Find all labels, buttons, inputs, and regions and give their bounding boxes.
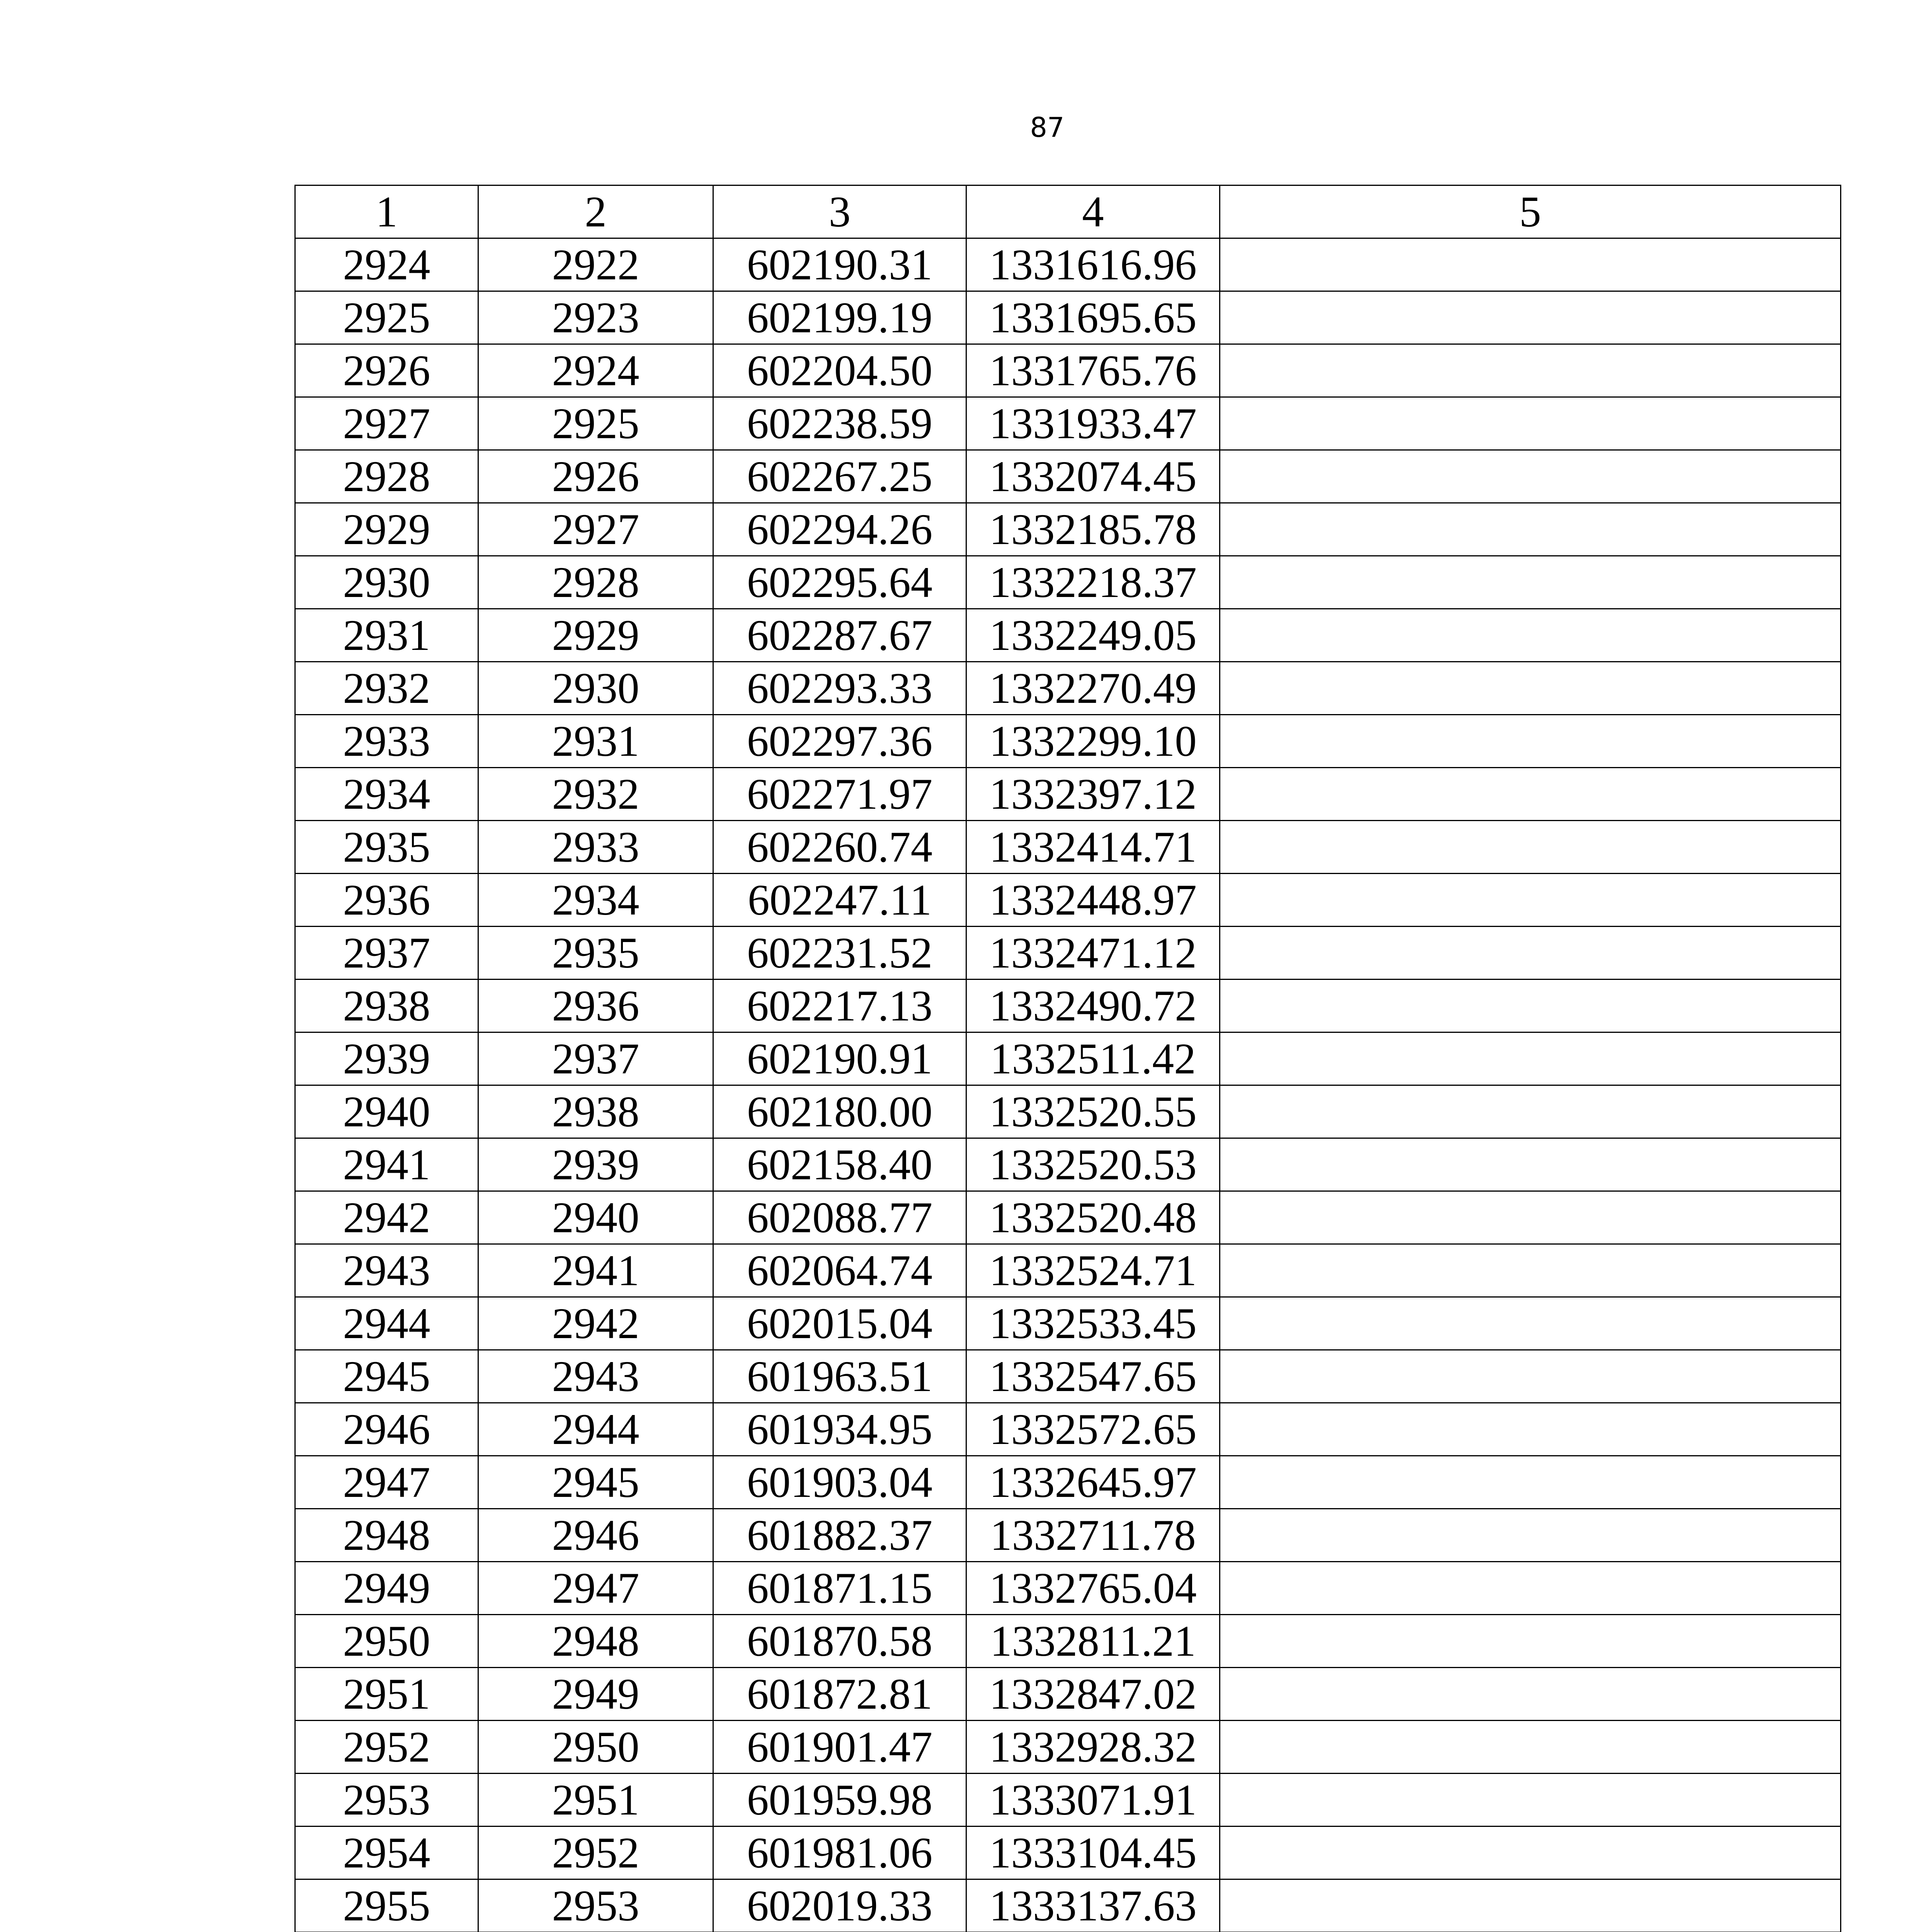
table-cell-col-2: 2951 — [478, 1774, 713, 1827]
table-cell-col-2: 2941 — [478, 1244, 713, 1297]
table-cell-col-5 — [1220, 1138, 1841, 1191]
table-cell-col-1: 2943 — [295, 1244, 478, 1297]
table-header — [295, 185, 1841, 238]
table-cell-col-5 — [1220, 556, 1841, 609]
table-row — [295, 1191, 1841, 1244]
table-row — [295, 1297, 1841, 1350]
table-cell-col-1: 2933 — [295, 715, 478, 768]
column-header-3: 3 — [713, 185, 966, 238]
table-cell-col-3: 602015.04 — [713, 1297, 966, 1350]
table-cell-col-1: 2932 — [295, 662, 478, 715]
table-cell-col-3: 601870.58 — [713, 1615, 966, 1668]
table-row — [295, 980, 1841, 1032]
table-row — [295, 1827, 1841, 1879]
table-cell-col-5 — [1220, 1562, 1841, 1615]
table-cell-col-3: 602231.52 — [713, 927, 966, 980]
table-cell-col-5 — [1220, 1297, 1841, 1350]
table-cell-col-2: 2932 — [478, 768, 713, 821]
table-cell-col-4: 1332270.49 — [966, 662, 1220, 715]
table-cell-col-3: 602247.11 — [713, 874, 966, 927]
table-row — [295, 1244, 1841, 1297]
table-cell-col-5 — [1220, 344, 1841, 397]
table-cell-col-1: 2953 — [295, 1774, 478, 1827]
table-cell-col-3: 602297.36 — [713, 715, 966, 768]
table-cell-col-2: 2947 — [478, 1562, 713, 1615]
table-cell-col-4: 1331695.65 — [966, 291, 1220, 344]
table-cell-col-3: 602271.97 — [713, 768, 966, 821]
table-row — [295, 397, 1841, 450]
table-cell-col-5 — [1220, 1509, 1841, 1562]
table-cell-col-2: 2925 — [478, 397, 713, 450]
table-row — [295, 1032, 1841, 1085]
table-cell-col-4: 1332533.45 — [966, 1297, 1220, 1350]
table-cell-col-5 — [1220, 662, 1841, 715]
table-cell-col-2: 2944 — [478, 1403, 713, 1456]
table-cell-col-1: 2938 — [295, 980, 478, 1032]
table-row — [295, 291, 1841, 344]
table-row — [295, 238, 1841, 291]
table-cell-col-1: 2926 — [295, 344, 478, 397]
table-cell-col-4: 1332524.71 — [966, 1244, 1220, 1297]
table-row — [295, 1138, 1841, 1191]
table-row — [295, 927, 1841, 980]
column-header-2: 2 — [478, 185, 713, 238]
table-cell-col-4: 1332185.78 — [966, 503, 1220, 556]
table-row — [295, 609, 1841, 662]
table-cell-col-4: 1332471.12 — [966, 927, 1220, 980]
table-cell-col-2: 2937 — [478, 1032, 713, 1085]
table-cell-col-1: 2924 — [295, 238, 478, 291]
table-cell-col-2: 2940 — [478, 1191, 713, 1244]
table-cell-col-3: 602199.19 — [713, 291, 966, 344]
table-cell-col-2: 2935 — [478, 927, 713, 980]
table-cell-col-5 — [1220, 503, 1841, 556]
table-cell-col-1: 2939 — [295, 1032, 478, 1085]
table-row — [295, 1879, 1841, 1932]
table-cell-col-2: 2948 — [478, 1615, 713, 1668]
table-cell-col-3: 601903.04 — [713, 1456, 966, 1509]
table-cell-col-1: 2928 — [295, 450, 478, 503]
table-cell-col-5 — [1220, 609, 1841, 662]
table-row — [295, 1085, 1841, 1138]
table-cell-col-2: 2926 — [478, 450, 713, 503]
table-cell-col-2: 2953 — [478, 1879, 713, 1932]
table-cell-col-2: 2922 — [478, 238, 713, 291]
table-cell-col-3: 602204.50 — [713, 344, 966, 397]
table-row — [295, 556, 1841, 609]
table-cell-col-1: 2925 — [295, 291, 478, 344]
table-cell-col-5 — [1220, 1403, 1841, 1456]
table-row — [295, 1403, 1841, 1456]
table-cell-col-2: 2934 — [478, 874, 713, 927]
table-cell-col-4: 1332520.53 — [966, 1138, 1220, 1191]
table-row — [295, 1615, 1841, 1668]
table-cell-col-1: 2930 — [295, 556, 478, 609]
table-cell-col-4: 1333104.45 — [966, 1827, 1220, 1879]
table-cell-col-5 — [1220, 238, 1841, 291]
table-cell-col-5 — [1220, 821, 1841, 874]
table-cell-col-4: 1332397.12 — [966, 768, 1220, 821]
table-cell-col-3: 601901.47 — [713, 1721, 966, 1774]
table-cell-col-4: 1332928.32 — [966, 1721, 1220, 1774]
table-row — [295, 715, 1841, 768]
table-cell-col-4: 1332520.48 — [966, 1191, 1220, 1244]
table-cell-col-5 — [1220, 1668, 1841, 1721]
table-cell-col-4: 1332572.65 — [966, 1403, 1220, 1456]
table-cell-col-3: 602019.33 — [713, 1879, 966, 1932]
table-row — [295, 821, 1841, 874]
table-cell-col-4: 1331765.76 — [966, 344, 1220, 397]
table-cell-col-4: 1332847.02 — [966, 1668, 1220, 1721]
table-cell-col-2: 2942 — [478, 1297, 713, 1350]
table-cell-col-3: 602217.13 — [713, 980, 966, 1032]
table-cell-col-1: 2952 — [295, 1721, 478, 1774]
table-cell-col-3: 601963.51 — [713, 1350, 966, 1403]
table-cell-col-3: 602158.40 — [713, 1138, 966, 1191]
table-row — [295, 1721, 1841, 1774]
table-cell-col-1: 2941 — [295, 1138, 478, 1191]
table-row — [295, 344, 1841, 397]
table-cell-col-1: 2927 — [295, 397, 478, 450]
table-cell-col-5 — [1220, 1085, 1841, 1138]
table-cell-col-4: 1332448.97 — [966, 874, 1220, 927]
table-cell-col-2: 2946 — [478, 1509, 713, 1562]
table-cell-col-1: 2955 — [295, 1879, 478, 1932]
table-cell-col-5 — [1220, 1879, 1841, 1932]
table-cell-col-5 — [1220, 397, 1841, 450]
table-cell-col-4: 1332414.71 — [966, 821, 1220, 874]
table-cell-col-3: 602293.33 — [713, 662, 966, 715]
table-cell-col-3: 602267.25 — [713, 450, 966, 503]
table-cell-col-5 — [1220, 291, 1841, 344]
column-header-1: 1 — [295, 185, 478, 238]
table-cell-col-5 — [1220, 1350, 1841, 1403]
table-cell-col-3: 602287.67 — [713, 609, 966, 662]
table-cell-col-3: 602238.59 — [713, 397, 966, 450]
table-cell-col-1: 2948 — [295, 1509, 478, 1562]
table-cell-col-2: 2923 — [478, 291, 713, 344]
table-cell-col-3: 602064.74 — [713, 1244, 966, 1297]
table-cell-col-1: 2944 — [295, 1297, 478, 1350]
table-cell-col-5 — [1220, 874, 1841, 927]
table-row — [295, 503, 1841, 556]
table-cell-col-2: 2936 — [478, 980, 713, 1032]
table-cell-col-5 — [1220, 1721, 1841, 1774]
table-cell-col-2: 2950 — [478, 1721, 713, 1774]
table-cell-col-5 — [1220, 1456, 1841, 1509]
table-row — [295, 1350, 1841, 1403]
page-number: 87 — [1030, 112, 1065, 143]
table-cell-col-5 — [1220, 1032, 1841, 1085]
table-cell-col-4: 1332299.10 — [966, 715, 1220, 768]
table-row — [295, 768, 1841, 821]
table-cell-col-2: 2928 — [478, 556, 713, 609]
table-cell-col-2: 2949 — [478, 1668, 713, 1721]
table-cell-col-3: 601981.06 — [713, 1827, 966, 1879]
column-header-4: 4 — [966, 185, 1220, 238]
table-cell-col-3: 602294.26 — [713, 503, 966, 556]
table-row — [295, 1509, 1841, 1562]
table-cell-col-2: 2945 — [478, 1456, 713, 1509]
table-cell-col-2: 2924 — [478, 344, 713, 397]
table-cell-col-3: 601934.95 — [713, 1403, 966, 1456]
table-cell-col-4: 1332490.72 — [966, 980, 1220, 1032]
table-cell-col-1: 2936 — [295, 874, 478, 927]
table-cell-col-1: 2940 — [295, 1085, 478, 1138]
table-cell-col-1: 2935 — [295, 821, 478, 874]
table-cell-col-2: 2931 — [478, 715, 713, 768]
table-cell-col-5 — [1220, 768, 1841, 821]
table-cell-col-2: 2943 — [478, 1350, 713, 1403]
table-cell-col-2: 2938 — [478, 1085, 713, 1138]
table-cell-col-5 — [1220, 715, 1841, 768]
table-cell-col-3: 601882.37 — [713, 1509, 966, 1562]
table-cell-col-2: 2929 — [478, 609, 713, 662]
column-header-5: 5 — [1220, 185, 1841, 238]
table-cell-col-4: 1332811.21 — [966, 1615, 1220, 1668]
table-cell-col-4: 1332520.55 — [966, 1085, 1220, 1138]
table-cell-col-2: 2933 — [478, 821, 713, 874]
table-cell-col-2: 2930 — [478, 662, 713, 715]
table-cell-col-1: 2931 — [295, 609, 478, 662]
table-cell-col-5 — [1220, 1615, 1841, 1668]
table-cell-col-5 — [1220, 927, 1841, 980]
table-row — [295, 1774, 1841, 1827]
table-cell-col-2: 2939 — [478, 1138, 713, 1191]
table-cell-col-3: 601872.81 — [713, 1668, 966, 1721]
table-cell-col-5 — [1220, 1244, 1841, 1297]
table-cell-col-4: 1332547.65 — [966, 1350, 1220, 1403]
table-cell-col-5 — [1220, 450, 1841, 503]
table-body — [295, 238, 1841, 1932]
table-cell-col-5 — [1220, 980, 1841, 1032]
table-cell-col-3: 602295.64 — [713, 556, 966, 609]
table-row — [295, 662, 1841, 715]
table-cell-col-3: 602180.00 — [713, 1085, 966, 1138]
table-cell-col-3: 602088.77 — [713, 1191, 966, 1244]
table-cell-col-5 — [1220, 1191, 1841, 1244]
table-cell-col-2: 2952 — [478, 1827, 713, 1879]
table-row — [295, 1456, 1841, 1509]
table-cell-col-5 — [1220, 1827, 1841, 1879]
table-row — [295, 450, 1841, 503]
table-cell-col-3: 601871.15 — [713, 1562, 966, 1615]
table-cell-col-1: 2942 — [295, 1191, 478, 1244]
table-row — [295, 874, 1841, 927]
table-cell-col-1: 2951 — [295, 1668, 478, 1721]
table-cell-col-3: 602260.74 — [713, 821, 966, 874]
table-cell-col-4: 1331933.47 — [966, 397, 1220, 450]
table-cell-col-4: 1331616.96 — [966, 238, 1220, 291]
table-cell-col-4: 1333071.91 — [966, 1774, 1220, 1827]
table-cell-col-1: 2947 — [295, 1456, 478, 1509]
table-cell-col-5 — [1220, 1774, 1841, 1827]
table-cell-col-1: 2934 — [295, 768, 478, 821]
table-cell-col-1: 2937 — [295, 927, 478, 980]
table-cell-col-4: 1332711.78 — [966, 1509, 1220, 1562]
table-header-row — [295, 185, 1841, 238]
table-row — [295, 1562, 1841, 1615]
table-cell-col-2: 2927 — [478, 503, 713, 556]
table-cell-col-1: 2954 — [295, 1827, 478, 1879]
table-cell-col-4: 1332511.42 — [966, 1032, 1220, 1085]
table-cell-col-4: 1333137.63 — [966, 1879, 1220, 1932]
table-cell-col-1: 2946 — [295, 1403, 478, 1456]
table-row — [295, 1668, 1841, 1721]
table-cell-col-4: 1332074.45 — [966, 450, 1220, 503]
table-cell-col-4: 1332218.37 — [966, 556, 1220, 609]
table-cell-col-1: 2945 — [295, 1350, 478, 1403]
table-cell-col-1: 2950 — [295, 1615, 478, 1668]
table-cell-col-4: 1332645.97 — [966, 1456, 1220, 1509]
table-cell-col-4: 1332765.04 — [966, 1562, 1220, 1615]
table-cell-col-1: 2929 — [295, 503, 478, 556]
table-cell-col-3: 602190.31 — [713, 238, 966, 291]
table-cell-col-3: 602190.91 — [713, 1032, 966, 1085]
table-cell-col-3: 601959.98 — [713, 1774, 966, 1827]
table-cell-col-1: 2949 — [295, 1562, 478, 1615]
coordinates-table — [294, 185, 1841, 1932]
table-cell-col-4: 1332249.05 — [966, 609, 1220, 662]
